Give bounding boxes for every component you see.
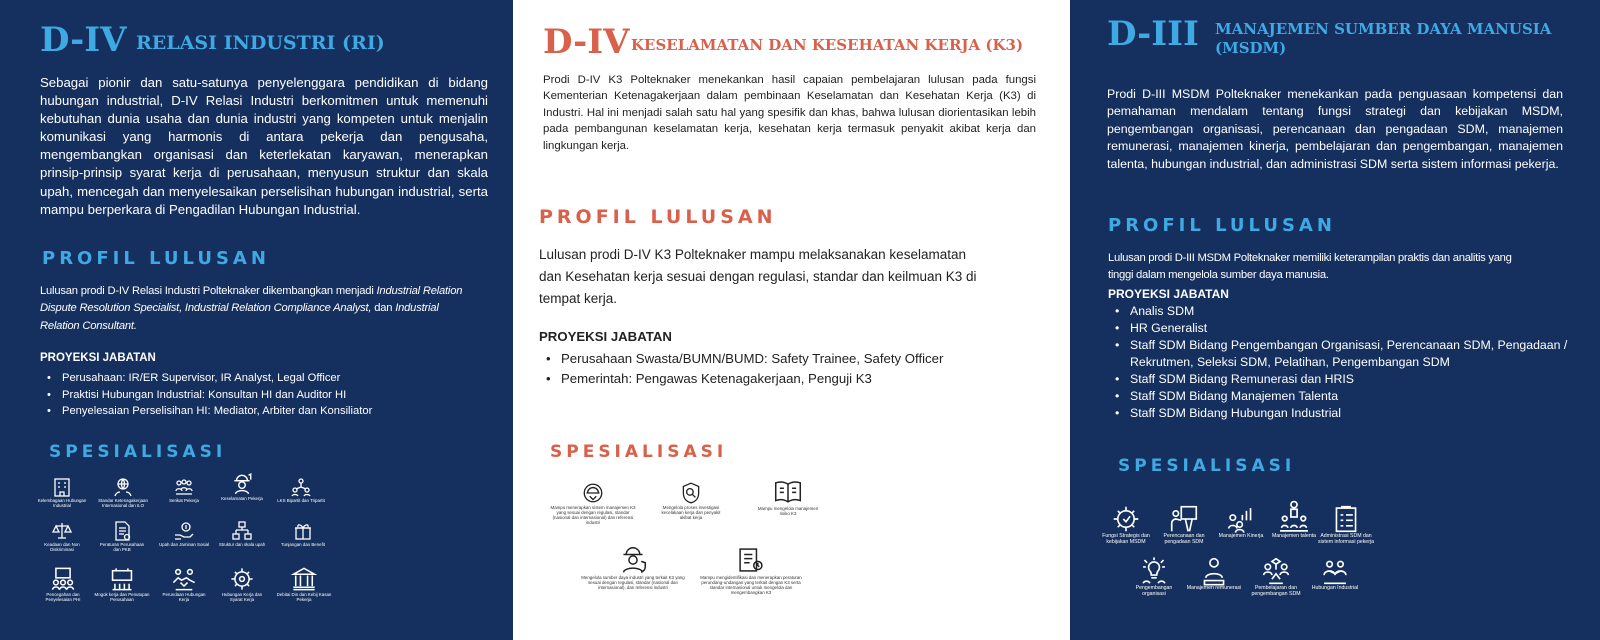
proyeksi-heading: PROYEKSI JABATAN	[539, 329, 672, 344]
list-item: • HR Generalist	[1108, 320, 1578, 337]
panel-relasi-industri	[0, 0, 513, 640]
spesialisasi-item: Tunjangan dan Benefit	[274, 520, 332, 547]
profil-heading: PROFIL LULUSAN	[42, 248, 270, 269]
court-icon	[291, 566, 317, 592]
globe-people-icon	[112, 476, 134, 498]
panel-k3	[513, 0, 1070, 640]
list-item: • Pemerintah: Pengawas Ketenagakerjaan, Penguji K3	[539, 369, 1039, 389]
org-chart-icon	[231, 520, 253, 542]
list-item: • Staff SDM Bidang Manajemen Talenta	[1108, 388, 1578, 405]
spesialisasi-item: Perundaan Hubungan Kerja	[158, 566, 210, 602]
spesialisasi-item: Keadaan dan Non Diskriminasi	[36, 520, 88, 552]
degree-label: D-IV	[543, 22, 630, 62]
proyeksi-list	[539, 349, 1039, 389]
spesialisasi-item: Mampu mengelola manajemen risiko K3	[753, 476, 823, 516]
list-item: • Analis SDM	[1108, 303, 1578, 320]
gear-people-icon	[229, 566, 255, 592]
shield-search-icon	[679, 481, 703, 505]
list-item: • Perusahaan Swasta/BUMN/BUMD: Safety Trainee, Safety Officer	[539, 349, 1039, 369]
lightbulb-icon	[1139, 556, 1169, 586]
list-item: • Staff SDM Bidang Hubungan Industrial	[1108, 405, 1578, 422]
spesialisasi-heading: SPESIALISASI	[49, 442, 227, 462]
program-description: Prodi D-III MSDM Polteknaker menekankan pada penguasaan kompetensi dan pemahaman mendalam tentang fungsi strategi dan kebijakan MSDM, pengembangan organisasi, perencanaan dan pengadaan SDM, manajemen remunerasi, manajemen kinerja, pembelajaran dan pengembangan, manajemen talenta, hubungan industrial, dan administrasi SDM serta sistem informasi pekerja.	[1107, 87, 1563, 171]
handshake-icon	[171, 566, 197, 592]
program-title: KESELAMATAN DAN KESEHATAN KERJA (K3)	[631, 36, 1024, 54]
program-title: RELASI INDUSTRI (RI)	[136, 32, 385, 54]
profil-heading: PROFIL LULUSAN	[1108, 215, 1336, 236]
spesialisasi-item: Hubungan Kerja dan Syarat Kerja	[216, 566, 268, 602]
helmet-gear-icon	[581, 481, 605, 505]
spesialisasi-item: Mogok kerja dan Penutupan Perusahaan	[92, 566, 152, 602]
profil-heading: PROFIL LULUSAN	[539, 206, 777, 228]
industrial-icon	[1320, 556, 1350, 586]
proyeksi-list	[1108, 303, 1578, 422]
regulation-book-icon	[736, 545, 766, 575]
spesialisasi-item: Upah dan Jaminan Sosial	[158, 520, 210, 547]
spesialisasi-item: Mampu mengidentifikasi dan menerapkan peraturan perundang-undangan yang terkait dengan K3 serta standar internasional untuk mengelola dan mengembangkan K3	[699, 545, 803, 595]
worker-safety-icon	[230, 472, 254, 496]
spesialisasi-item: Mampu menerapkan sistem manajemen K3 yang sesuai dengan regulasi, standar (nasional dan internasional) dan referensi industri	[547, 481, 639, 525]
book-check-icon	[773, 476, 803, 506]
list-item: • Perusahaan: IR/ER Supervisor, IR Analyst, Legal Officer	[40, 370, 500, 387]
proyeksi-heading: PROYEKSI JABATAN	[40, 352, 156, 364]
presenter-icon	[1169, 504, 1199, 534]
spesialisasi-item: Standar Ketenagakerjaan Internasional dan ILO	[94, 476, 152, 508]
gift-icon	[292, 520, 314, 542]
degree-label: D-IV	[40, 20, 127, 60]
learning-icon	[1261, 556, 1291, 586]
list-item: • Praktisi Hubungan Industrial: Konsultan HI dan Auditor HI	[40, 387, 500, 404]
panel-msdm	[1070, 0, 1600, 640]
money-hand-icon	[173, 520, 195, 542]
spesialisasi-item: Pembelajaran dan pengembangan SDM	[1242, 556, 1310, 598]
proyeksi-heading: PROYEKSI JABATAN	[1108, 287, 1229, 301]
chart-people-icon	[1226, 504, 1256, 534]
spesialisasi-item: Pencegahan dan Penyelesaian PHI	[36, 566, 90, 602]
spesialisasi-item: Debitai Din dan Kebij Kasan Pekerja	[276, 566, 332, 602]
spesialisasi-item: Mengelola proses investigasi kecelakaan kerja dan penyakit akibat kerja	[658, 481, 724, 520]
profil-text: Lulusan prodi D-III MSDM Polteknaker memiliki keterampilan praktis dan analitis yang tinggi dalam mengelola sumber daya manusia.	[1108, 252, 1512, 281]
spesialisasi-item: Mengelola sumber daya industri yang terkait K3 yang sesuai dengan regulasi, standar (nasional dan internasional), dan referensi industri	[577, 545, 689, 590]
spesialisasi-item: LKS Bipartit dan Tripartit	[272, 476, 330, 503]
program-description: Prodi D-IV K3 Polteknaker menekankan hasil capaian pembelajaran lulusan pada fungsi Kementerian Ketenagakerjaan dalam pembinaan Keselamatan dan Kesehatan Kerja (K3) di Industri. Hal ini menjadi salah satu hal yang spesifik dan khas, bahwa lulusan diorientasikan lebih pada pembangunan keselamatan kerja, kesehatan kerja termasuk penyakit akibat kerja dan lingkungan kerja.	[543, 74, 1036, 152]
spesialisasi-item: Struktur dan skala upah	[216, 520, 268, 547]
list-item: • Staff SDM Bidang Pengembangan Organisasi, Perencanaan SDM, Pengadaan / Rekrutmen, Seleksi SDM, Pelatihan, Pengembangan SDM	[1108, 337, 1578, 371]
spesialisasi-item: Keselamatan Pekerja	[216, 472, 268, 501]
talent-icon	[1277, 500, 1311, 534]
balance-people-icon	[51, 520, 73, 542]
network-icon	[290, 476, 312, 498]
program-title: MANAJEMEN SUMBER DAYA MANUSIA (MSDM)	[1215, 20, 1552, 57]
strike-icon	[109, 566, 135, 592]
program-description: Sebagai pionir dan satu-satunya penyelenggara pendidikan di bidang hubungan industrial, D-IV Relasi Industri berkomitmen untuk memenuhi kebutuhan dunia usaha dan dunia industri yang kompeten untuk menjalin komunikasi yang harmonis di antara pekerja dan pengusaha, mengembangkan organisasi dan keterlekatan karyawan, menerapkan prinsip-prinsip syarat kerja di perusahaan, menyusun struktur dan skala upah, mencegah dan menyelesaikan perselisihan hubungan industrial, serta mampu berperkara di Pengadilan Hubungan Industrial.	[40, 75, 488, 217]
spesialisasi-item: Fungsi Strategis dan kebijakan MSDM	[1100, 504, 1152, 546]
remuneration-icon	[1199, 556, 1229, 586]
spesialisasi-item: Manajemen Kinerja	[1216, 504, 1266, 540]
spesialisasi-item: Administrasi SDM dan sistem informasi pekerja	[1318, 504, 1374, 546]
spesialisasi-item: Perencanaan dan pengadaan SDM	[1156, 504, 1212, 546]
list-item: • Penyelesaian Perselisihan HI: Mediator, Arbiter dan Konsiliator	[40, 403, 500, 420]
document-icon	[111, 520, 133, 542]
spesialisasi-item: Serikat Pekerja	[158, 476, 210, 503]
spesialisasi-item: Hubungan Industrial	[1308, 556, 1362, 592]
proyeksi-list	[40, 370, 500, 420]
worker-shield-icon	[618, 545, 648, 575]
list-item: • Staff SDM Bidang Remunerasi dan HRIS	[1108, 371, 1578, 388]
spesialisasi-item: Kelembagaan Hubungan Industrial	[36, 476, 88, 508]
profil-text: Lulusan prodi D-IV Relasi Industri Polteknaker dikembangkan menjadi Industrial Relation Dispute Resolution Specialist, Industrial Relation Compliance Analyst, dan Industrial Relation Consultant.	[40, 285, 463, 332]
clipboard-icon	[1331, 504, 1361, 534]
spesialisasi-item: Peraturan Perusahaan dan PKB	[96, 520, 148, 552]
spesialisasi-item: Manajemen talenta	[1266, 500, 1322, 540]
building-icon	[51, 476, 73, 498]
spesialisasi-item: Manajemen remunerasi	[1186, 556, 1242, 592]
profil-text: Lulusan prodi D-IV K3 Polteknaker mampu melaksanakan keselamatan dan Kesehatan kerja sesuai dengan regulasi, standar dan keilmuan K3 di tempat kerja.	[539, 247, 977, 306]
spesialisasi-heading: SPESIALISASI	[1118, 456, 1296, 476]
degree-label: D-III	[1107, 14, 1199, 54]
strategy-gear-icon	[1111, 504, 1141, 534]
spesialisasi-item: Pengembangan organisasi	[1126, 556, 1182, 598]
group-icon	[173, 476, 195, 498]
spesialisasi-heading: SPESIALISASI	[550, 442, 728, 462]
meeting-icon	[50, 566, 76, 592]
